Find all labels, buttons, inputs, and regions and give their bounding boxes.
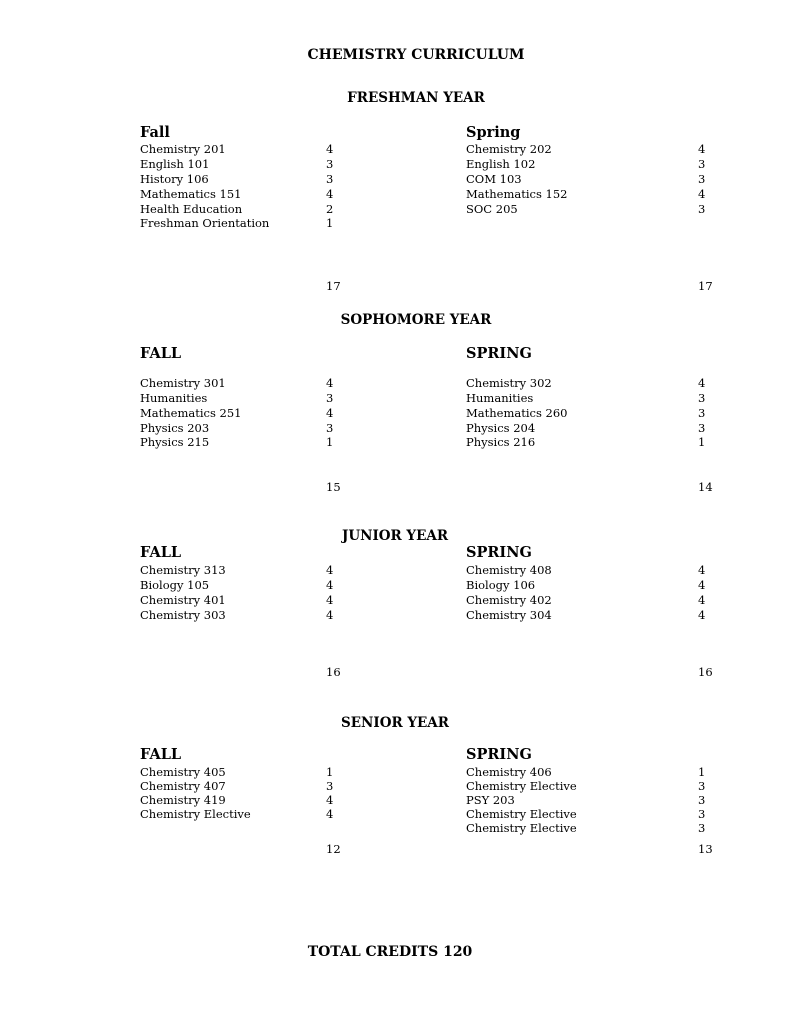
course-credits: 3 xyxy=(698,406,706,420)
course-credits: 3 xyxy=(698,391,706,405)
course-name: Mathematics 151 xyxy=(140,187,242,201)
term-total-credits: 12 xyxy=(326,842,341,856)
course-credits: 1 xyxy=(698,765,706,779)
course-credits: 4 xyxy=(326,807,334,821)
course-credits: 4 xyxy=(326,142,334,156)
course-name: Physics 216 xyxy=(466,435,536,449)
course-name: Humanities xyxy=(140,391,208,405)
course-credits: 3 xyxy=(326,172,334,186)
course-credits: 4 xyxy=(326,376,334,390)
course-credits: 4 xyxy=(698,142,706,156)
course-credits: 3 xyxy=(326,391,334,405)
course-credits: 3 xyxy=(698,821,706,835)
year-heading-freshman: FRESHMAN YEAR xyxy=(347,90,485,106)
term-label-spring: SPRING xyxy=(466,345,532,362)
course-name: Physics 204 xyxy=(466,421,536,435)
course-name: Chemistry 402 xyxy=(466,593,552,607)
course-credits: 4 xyxy=(326,793,334,807)
course-name: Biology 106 xyxy=(466,578,536,592)
course-credits: 3 xyxy=(698,779,706,793)
course-name: Chemistry 202 xyxy=(466,142,552,156)
term-label-fall: FALL xyxy=(140,746,182,763)
course-name: Chemistry Elective xyxy=(466,807,577,821)
course-credits: 2 xyxy=(326,202,334,216)
course-name: Physics 215 xyxy=(140,435,210,449)
course-name: Chemistry 419 xyxy=(140,793,226,807)
course-credits: 3 xyxy=(698,172,706,186)
course-credits: 4 xyxy=(698,376,706,390)
course-credits: 1 xyxy=(698,435,706,449)
course-credits: 3 xyxy=(698,793,706,807)
course-credits: 3 xyxy=(698,807,706,821)
course-name: Mathematics 152 xyxy=(466,187,568,201)
course-credits: 3 xyxy=(698,421,706,435)
course-credits: 4 xyxy=(698,593,706,607)
course-name: Chemistry 405 xyxy=(140,765,226,779)
term-label-fall: Fall xyxy=(140,124,170,141)
term-total-credits: 17 xyxy=(326,279,341,293)
course-credits: 4 xyxy=(698,608,706,622)
course-credits: 1 xyxy=(326,216,334,230)
course-name: Chemistry Elective xyxy=(466,821,577,835)
course-name: Chemistry 408 xyxy=(466,563,552,577)
course-name: COM 103 xyxy=(466,172,522,186)
course-name: Chemistry 302 xyxy=(466,376,552,390)
course-name: Chemistry Elective xyxy=(466,779,577,793)
course-credits: 3 xyxy=(326,157,334,171)
term-total-credits: 16 xyxy=(698,665,713,679)
term-total-credits: 13 xyxy=(698,842,713,856)
course-credits: 1 xyxy=(326,765,334,779)
year-heading-sophomore: SOPHOMORE YEAR xyxy=(340,312,492,328)
term-total-credits: 15 xyxy=(326,480,341,494)
term-label-spring: SPRING xyxy=(466,746,532,763)
course-name: Freshman Orientation xyxy=(140,216,270,230)
course-name: Chemistry 303 xyxy=(140,608,226,622)
course-name: Humanities xyxy=(466,391,534,405)
course-name: English 101 xyxy=(140,157,210,171)
term-total-credits: 16 xyxy=(326,665,341,679)
course-credits: 3 xyxy=(698,202,706,216)
course-name: Physics 203 xyxy=(140,421,210,435)
course-name: Chemistry 201 xyxy=(140,142,226,156)
course-credits: 4 xyxy=(698,563,706,577)
course-name: Mathematics 251 xyxy=(140,406,242,420)
course-name: English 102 xyxy=(466,157,536,171)
course-credits: 3 xyxy=(698,157,706,171)
course-name: Chemistry 313 xyxy=(140,563,226,577)
term-total-credits: 17 xyxy=(698,279,713,293)
course-credits: 3 xyxy=(326,779,334,793)
course-name: Biology 105 xyxy=(140,578,210,592)
course-credits: 4 xyxy=(326,406,334,420)
term-total-credits: 14 xyxy=(698,480,713,494)
term-label-spring: SPRING xyxy=(466,544,532,561)
course-name: Mathematics 260 xyxy=(466,406,568,420)
course-name: Chemistry 401 xyxy=(140,593,226,607)
course-credits: 4 xyxy=(326,578,334,592)
course-name: Chemistry 304 xyxy=(466,608,552,622)
course-credits: 1 xyxy=(326,435,334,449)
course-name: History 106 xyxy=(140,172,209,186)
total-credits: TOTAL CREDITS 120 xyxy=(307,944,473,960)
year-heading-junior: JUNIOR YEAR xyxy=(341,528,449,544)
course-credits: 3 xyxy=(326,421,334,435)
course-credits: 4 xyxy=(326,187,334,201)
year-heading-senior: SENIOR YEAR xyxy=(341,715,449,731)
course-name: Chemistry 407 xyxy=(140,779,226,793)
course-credits: 4 xyxy=(326,608,334,622)
course-name: Chemistry 301 xyxy=(140,376,226,390)
course-name: Chemistry Elective xyxy=(140,807,251,821)
course-credits: 4 xyxy=(698,578,706,592)
course-credits: 4 xyxy=(326,563,334,577)
course-credits: 4 xyxy=(326,593,334,607)
term-label-spring: Spring xyxy=(466,124,521,141)
course-name: Health Education xyxy=(140,202,243,216)
course-name: Chemistry 406 xyxy=(466,765,552,779)
term-label-fall: FALL xyxy=(140,345,182,362)
term-label-fall: FALL xyxy=(140,544,182,561)
course-name: PSY 203 xyxy=(466,793,515,807)
page-title: CHEMISTRY CURRICULUM xyxy=(307,47,525,63)
course-credits: 4 xyxy=(698,187,706,201)
course-name: SOC 205 xyxy=(466,202,518,216)
